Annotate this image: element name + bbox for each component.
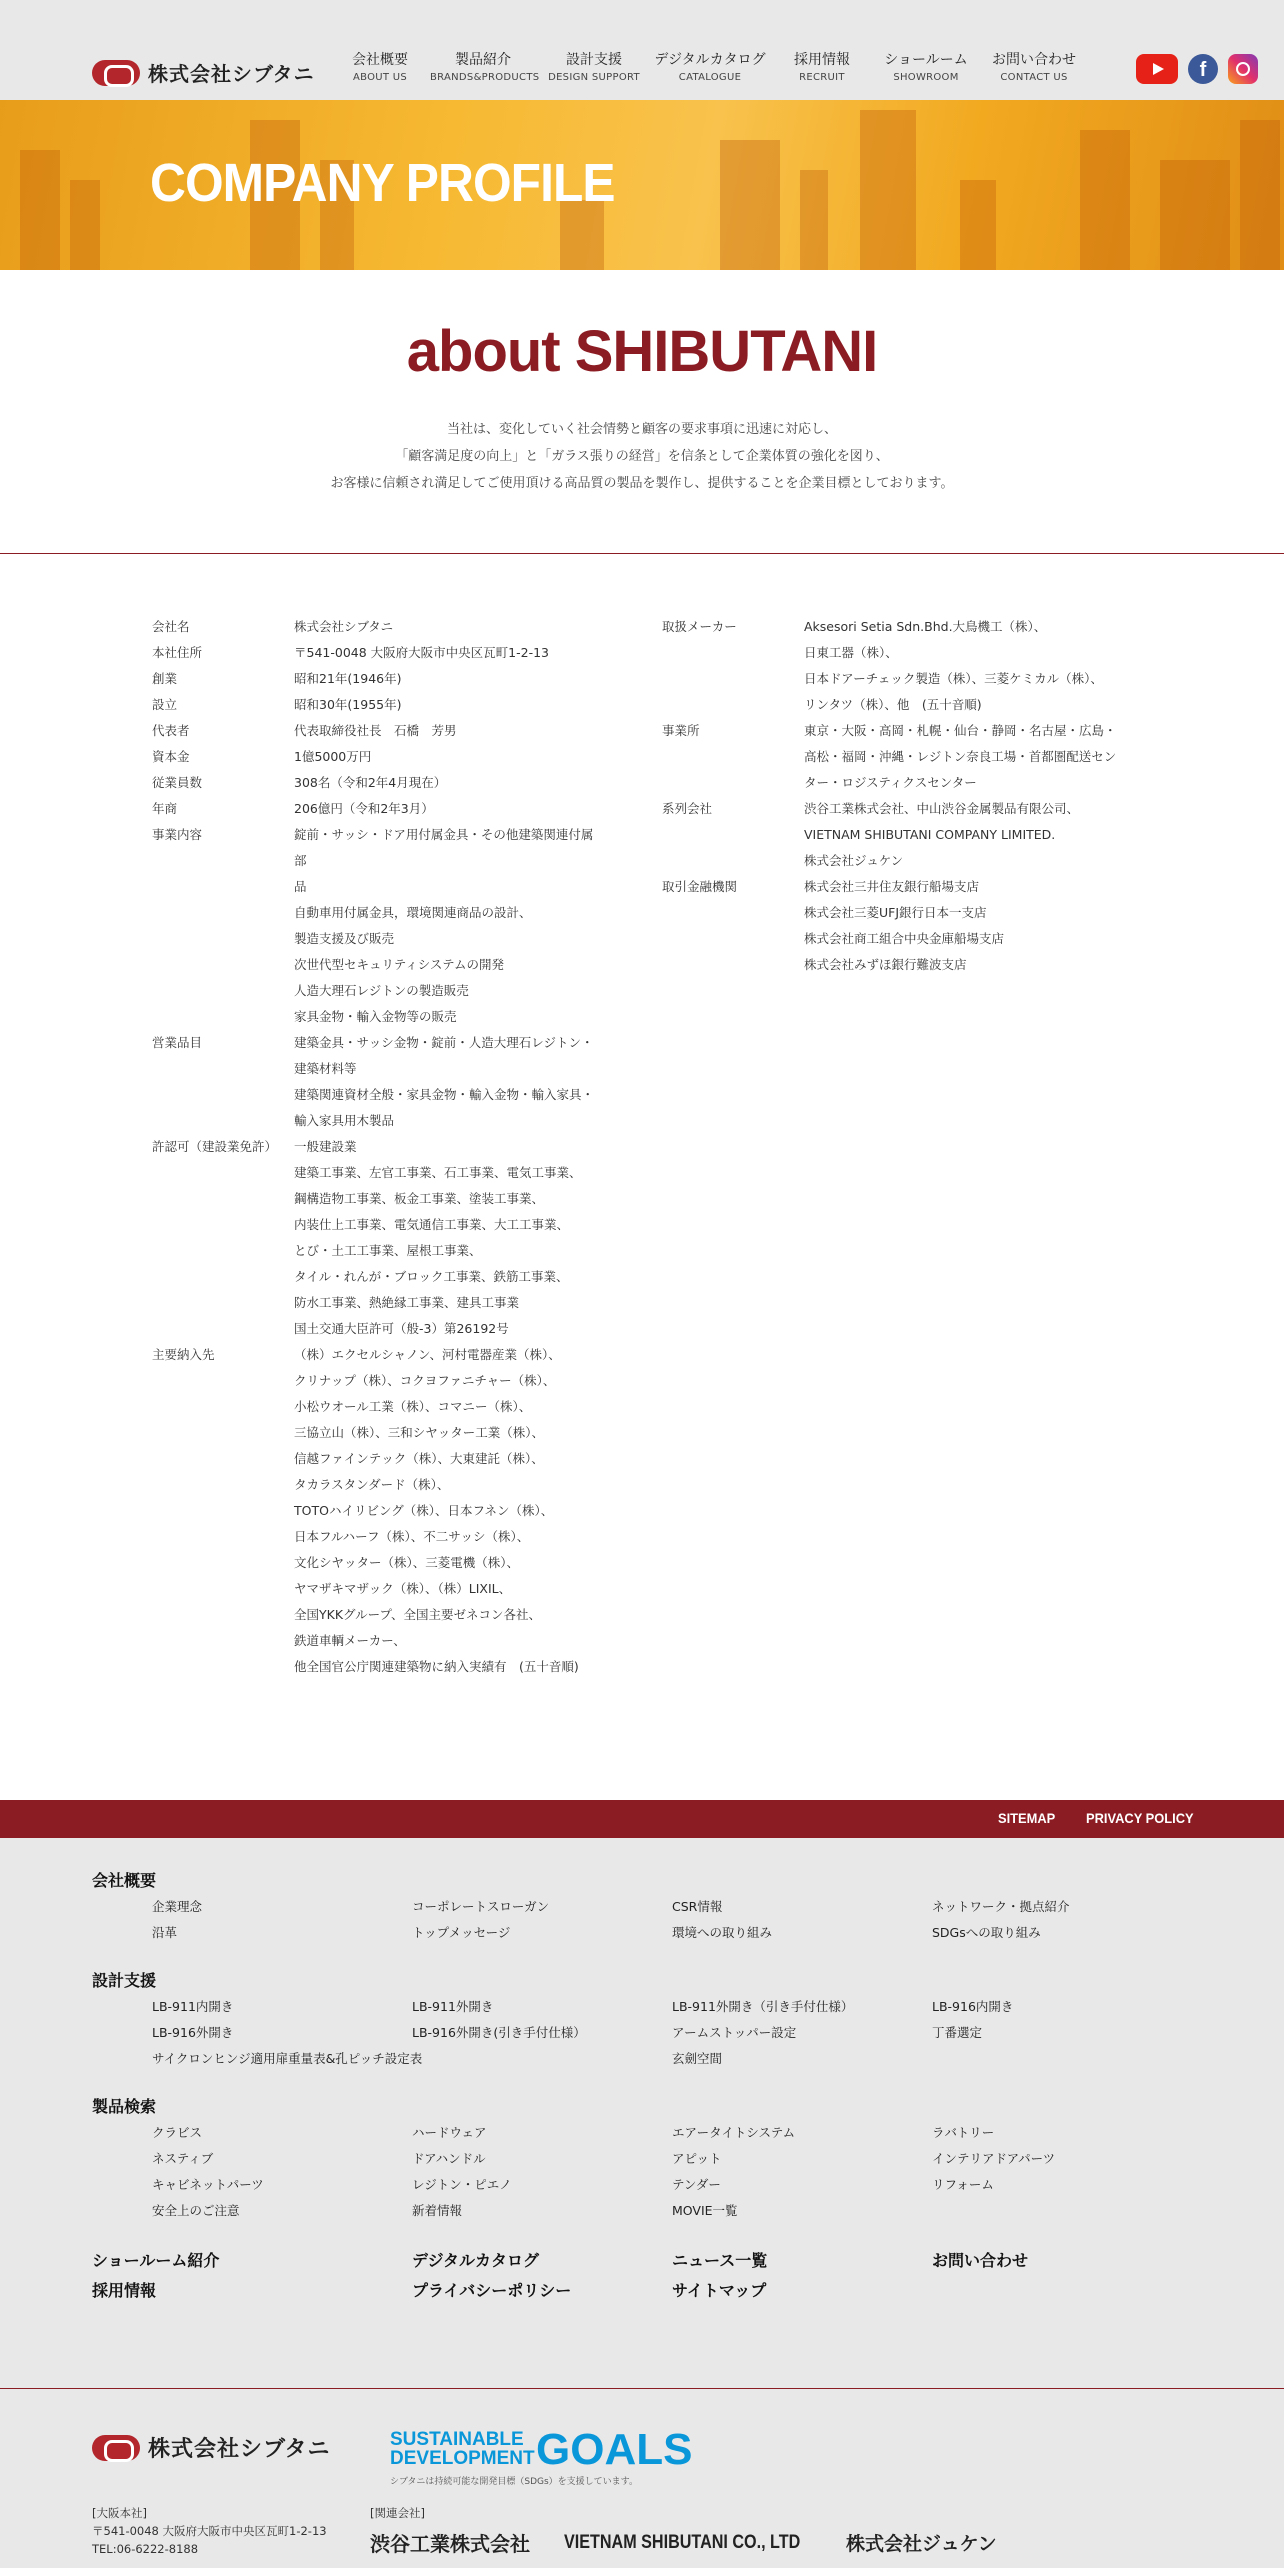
footer-bar [0,1800,1284,1838]
profile-value-line: 東京・大阪・高岡・札幌・仙台・静岡・名古屋・広島・ [804,723,1117,738]
footer-link[interactable]: ネスティブ [152,2151,214,2166]
profile-row [152,1030,604,1134]
footer-link[interactable]: CSR情報 [672,1899,723,1914]
profile-value-line: TOTOハイリビング（株）、日本フネン（株）、 [294,1503,554,1518]
profile-value-line: 建築工事業、左官工事業、石工事業、電気工事業、 [294,1165,582,1180]
footer-link[interactable]: コーポレートスローガン [412,1899,550,1914]
shibutani-logo-icon [92,2435,140,2461]
section-divider [0,553,1284,554]
profile-value-line: タカラスタンダード（株）、 [294,1477,450,1492]
privacy-policy-link[interactable]: PRIVACY POLICY [1086,1810,1194,1826]
footer-main-link[interactable]: ニュース一覧 [672,2251,768,2270]
profile-label: 系列会社 [662,801,713,816]
profile-row [152,796,604,822]
footer-logo[interactable] [92,2432,330,2463]
shibutani-logo-icon [92,60,140,86]
profile-value-line: 他全国官公庁関連建築物に納入実績有 (五十音順) [294,1659,579,1674]
footer-link[interactable]: 新着情報 [412,2203,463,2218]
nav-products[interactable]: 製品紹介 BRANDS&PRODUCTS [430,52,540,83]
footer-link[interactable]: 丁番選定 [932,2025,983,2040]
hero-banner [0,100,1284,270]
footer-links-products [152,2120,1252,2224]
profile-value [294,822,604,1030]
nav-about[interactable]: 会社概要 ABOUT US [352,52,408,83]
profile-row [152,692,604,718]
profile-value [804,874,1134,978]
footer-link[interactable]: クラビス [152,2125,203,2140]
footer-link[interactable]: SDGsへの取り組み [932,1925,1041,1940]
nav-design-support[interactable]: 設計支援 DESIGN SUPPORT [548,52,640,83]
profile-label: 資本金 [152,749,190,764]
company-logo[interactable] [92,58,315,87]
profile-value-line: Aksesori Setia Sdn.Bhd.大鳥機工（株）、 [804,619,1047,634]
profile-value [294,666,604,692]
profile-row [662,614,1134,718]
profile-label: 会社名 [152,619,190,634]
footer-link[interactable]: ハードウェア [412,2125,487,2140]
profile-value-line: 建築関連資材全般・家具金物・輸入金物・輸入家具・ [294,1087,595,1102]
profile-table-right [662,614,1134,978]
profile-value-line: 品 [294,879,307,894]
profile-value-line: 防水工事業、熱絶縁工事業、建具工事業 [294,1295,520,1310]
profile-value-line: 高松・福岡・沖縄・レジトン奈良工場・首都圏配送セン [804,749,1117,764]
profile-row [152,614,604,640]
footer-section-title: 設計支援 [92,1971,157,1990]
footer-link[interactable]: インテリアドアパーツ [932,2151,1056,2166]
profile-label: 営業品目 [152,1035,203,1050]
profile-value-line: 次世代型セキュリティシステムの開発 [294,957,505,972]
profile-value-line: ヤマザキマザック（株）、（株）LIXIL、 [294,1581,512,1596]
footer-main-links [92,2246,1242,2306]
profile-label: 主要納入先 [152,1347,215,1362]
profile-value-line: 人造大理石レジトンの製造販売 [294,983,469,998]
footer-link[interactable]: LB-911外開き [412,1999,494,2014]
profile-value [294,718,604,744]
footer-section-title: 製品検索 [92,2097,157,2116]
profile-value [294,796,604,822]
profile-value-line: 国土交通大臣許可（般-3）第26192号 [294,1321,509,1336]
footer-link[interactable]: サイクロンヒンジ適用扉重量表&孔ピッチ設定表 [152,2051,423,2066]
footer-link[interactable]: LB-916外開き [152,2025,234,2040]
footer-link[interactable]: 環境への取り組み [672,1925,773,1940]
profile-value-line: 鉄道車輌メーカー、 [294,1633,406,1648]
nav-catalogue[interactable]: デジタルカタログ CATALOGUE [654,52,766,83]
footer-divider [0,2388,1284,2389]
profile-value-line: 308名（令和2年4月現在） [294,775,447,790]
footer-logo-text: 株式会社シブタニ [148,2437,331,2462]
footer-main-link[interactable]: ショールーム紹介 [92,2251,220,2270]
profile-label: 設立 [152,697,178,712]
profile-value-line: タイル・れんが・ブロック工事業、鉄筋工事業、 [294,1269,569,1284]
profile-row [152,640,604,666]
profile-row [662,718,1134,796]
profile-value-line: 株式会社三井住友銀行船場支店 [804,879,980,894]
footer-link[interactable]: LB-911外開き（引き手付仕様） [672,1999,854,2014]
profile-label: 年商 [152,801,178,816]
profile-value-line: 三協立山（株）、三和シヤッター工業（株）、 [294,1425,545,1440]
logo-text: 株式会社シブタニ [148,62,315,86]
footer-links-design [152,1994,1252,2072]
profile-value-line: 株式会社みずほ銀行難波支店 [804,957,967,972]
footer-main-link[interactable]: お問い合わせ [932,2251,1029,2270]
profile-label: 本社住所 [152,645,203,660]
footer-links-company [152,1894,1252,1946]
profile-row [152,718,604,744]
profile-value-line: 文化シヤッター（株）、三菱電機（株）、 [294,1555,520,1570]
profile-value-line: クリナップ（株）、コクヨファニチャー（株）、 [294,1373,556,1388]
instagram-icon[interactable] [1228,54,1258,84]
profile-value-line: VIETNAM SHIBUTANI COMPANY LIMITED. [804,827,1056,842]
footer-link[interactable]: LB-916外開き(引き手付仕様） [412,2025,586,2040]
profile-value-line: （株）エクセルシャノン、河村電器産業（株）、 [294,1347,561,1362]
profile-label: 従業員数 [152,775,203,790]
profile-row [662,874,1134,978]
related-company-shibuya[interactable]: 渋谷工業株式会社 [370,2532,530,2556]
footer-main-link[interactable]: デジタルカタログ [412,2251,540,2270]
profile-value-line: 輸入家具用木製品 [294,1113,395,1128]
footer-main-link[interactable]: サイトマップ [672,2281,767,2300]
footer-link[interactable] [932,2198,1192,2224]
profile-value-line: 代表取締役社長 石橋 芳男 [294,723,457,738]
about-text: 当社は、変化していく社会情勢と顧客の要求事項に迅速に対応し、 「顧客満足度の向上」と「ガラス張りの経営」を信条として企業体質の強化を図り、 お客様に信頼され満足してご使用頂ける高品質の製品を製作し、提供することを企業目標としております。 [330,422,954,491]
sdgs-badge[interactable]: SUSTAINABLE DEVELOPMENT GOALS シブタニは持続可能な開発目標（SDGs）を支援しています。 [390,2425,693,2487]
nav-showroom[interactable]: ショールーム SHOWROOM [884,52,968,83]
profile-label: 事業所 [662,723,700,738]
profile-value-line: 日本フルハーフ（株）、不二サッシ（株）、 [294,1529,530,1544]
facebook-icon[interactable]: f [1188,54,1218,84]
footer-link[interactable]: リフォーム [932,2177,994,2192]
footer-link[interactable]: テンダー [672,2177,721,2192]
footer-link[interactable]: LB-916内開き [932,1999,1014,2014]
profile-value-line: 建築材料等 [294,1061,357,1076]
footer-link[interactable]: 沿革 [152,1925,178,1940]
profile-label: 許認可（建設業免許） [152,1139,278,1154]
nav-contact[interactable]: お問い合わせ CONTACT US [992,52,1076,83]
profile-label: 取扱メーカー [662,619,737,634]
profile-value-line: 自動車用付属金具，環境関連商品の設計、 [294,905,532,920]
profile-value [294,1342,604,1680]
footer-link[interactable]: 安全上のご注意 [152,2203,240,2218]
profile-value [294,640,604,666]
footer-main-link[interactable]: プライバシーポリシー [412,2281,572,2300]
profile-label: 取引金融機関 [662,879,738,894]
profile-value [294,614,604,640]
footer-link[interactable]: MOVIE一覧 [672,2203,738,2218]
profile-value-line: 鋼構造物工事業、板金工事業、塗装工事業、 [294,1191,545,1206]
profile-row [152,1342,604,1680]
profile-value [804,796,1134,874]
footer-link[interactable]: トップメッセージ [412,1925,511,1940]
profile-row [152,822,604,1030]
sitemap-link[interactable]: SITEMAP [998,1810,1056,1826]
profile-value-line: 株式会社ジュケン [804,853,904,868]
profile-value-line: 株式会社シブタニ [294,619,394,634]
site-header [0,0,1284,100]
profile-value [294,692,604,718]
profile-value-line: 内装仕上工事業、電気通信工事業、大工工事業、 [294,1217,570,1232]
profile-value [804,614,1134,718]
profile-row [152,666,604,692]
profile-value-line: 昭和21年(1946年) [294,671,402,686]
profile-value-line: 小松ウオール工業（株）、コマニー（株）、 [294,1399,532,1414]
profile-value-line: 昭和30年(1955年) [294,697,402,712]
footer-link[interactable]: レジトン・ピエノ [412,2177,512,2192]
main-nav [336,50,1086,86]
profile-value-line: 家具金物・輸入金物等の販売 [294,1009,457,1024]
profile-value-line: 〒541-0048 大阪府大阪市中央区瓦町1-2-13 [294,645,549,660]
youtube-icon[interactable] [1136,54,1178,84]
footer-link[interactable]: 玄劍空間 [672,2051,723,2066]
nav-recruit[interactable]: 採用情報 RECRUIT [794,52,850,83]
footer-main-link[interactable]: 採用情報 [92,2281,157,2300]
page-title: COMPANY PROFILE [150,153,615,213]
profile-value-line: 日本ドアーチェック製造（株）、三菱ケミカル（株）、 [804,671,1103,686]
related-company-juken[interactable]: 株式会社ジュケン [845,2533,997,2555]
profile-value-line: 製造支援及び販売 [294,931,395,946]
profile-table-left [152,614,604,1680]
about-title: about SHIBUTANI [406,319,878,384]
profile-value-line: 206億円（令和2年3月） [294,801,434,816]
profile-value-line: 錠前・サッシ・ドア用付属金具・その他建築関連付属部 [294,827,594,868]
profile-value-line: 渋谷工業株式会社、中山渋谷金属製品有限公司、 [804,801,1080,816]
related-companies-label: [関連会社] [370,2506,425,2520]
profile-value [294,1134,604,1342]
footer-main-link[interactable] [932,2276,1192,2306]
profile-value [294,1030,604,1134]
profile-value-line: 株式会社三菱UFJ銀行日本一支店 [804,905,987,920]
profile-label: 創業 [152,671,178,686]
profile-row [662,796,1134,874]
profile-value [294,770,604,796]
profile-row [152,1134,604,1342]
footer-link[interactable]: 企業理念 [152,1899,203,1914]
footer-link[interactable]: エアータイトシステム [672,2125,796,2140]
footer-link[interactable]: ドアハンドル [412,2151,486,2166]
profile-value-line: 1億5000万円 [294,749,372,764]
head-office-address: [大阪本社] 〒541-0048 大阪府大阪市中央区瓦町1-2-13 TEL:06-6222-8188 [92,2506,327,2556]
footer-link[interactable]: キャビネットパーツ [152,2177,264,2192]
profile-label: 事業内容 [152,827,203,842]
footer-link[interactable]: ネットワーク・拠点紹介 [932,1899,1070,1914]
profile-value-line: 一般建設業 [294,1139,357,1154]
profile-label: 代表者 [152,723,190,738]
related-companies [370,2528,997,2557]
profile-value-line: とび・土工工事業、屋根工事業、 [294,1243,482,1258]
profile-value-line: 建築金具・サッシ金物・錠前・人造大理石レジトン・ [294,1035,594,1050]
related-company-vietnam[interactable]: VIETNAM SHIBUTANI CO., LTD [564,2531,801,2553]
profile-value-line: リンタツ（株）、他 (五十音順) [804,697,982,712]
footer-link[interactable]: アームストッパー設定 [672,2025,797,2040]
profile-value [294,744,604,770]
profile-value-line: 全国YKKグループ、全国主要ゼネコン各社、 [294,1607,542,1622]
footer-link[interactable]: ラバトリー [932,2125,995,2140]
profile-row [152,770,604,796]
footer-section-title: 会社概要 [92,1871,157,1890]
profile-value-line: ター・ロジスティクスセンター [804,775,977,790]
footer-link[interactable]: アピット [672,2151,722,2166]
profile-value-line: 株式会社商工組合中央金庫船場支店 [804,931,1005,946]
footer-link[interactable]: LB-911内開き [152,1999,234,2014]
profile-row [152,744,604,770]
social-links [1136,54,1258,84]
profile-value [804,718,1134,796]
profile-value-line: 信越ファインテック（株）、大東建託（株）、 [294,1451,544,1466]
profile-value-line: 日東工器（株）、 [804,645,898,660]
